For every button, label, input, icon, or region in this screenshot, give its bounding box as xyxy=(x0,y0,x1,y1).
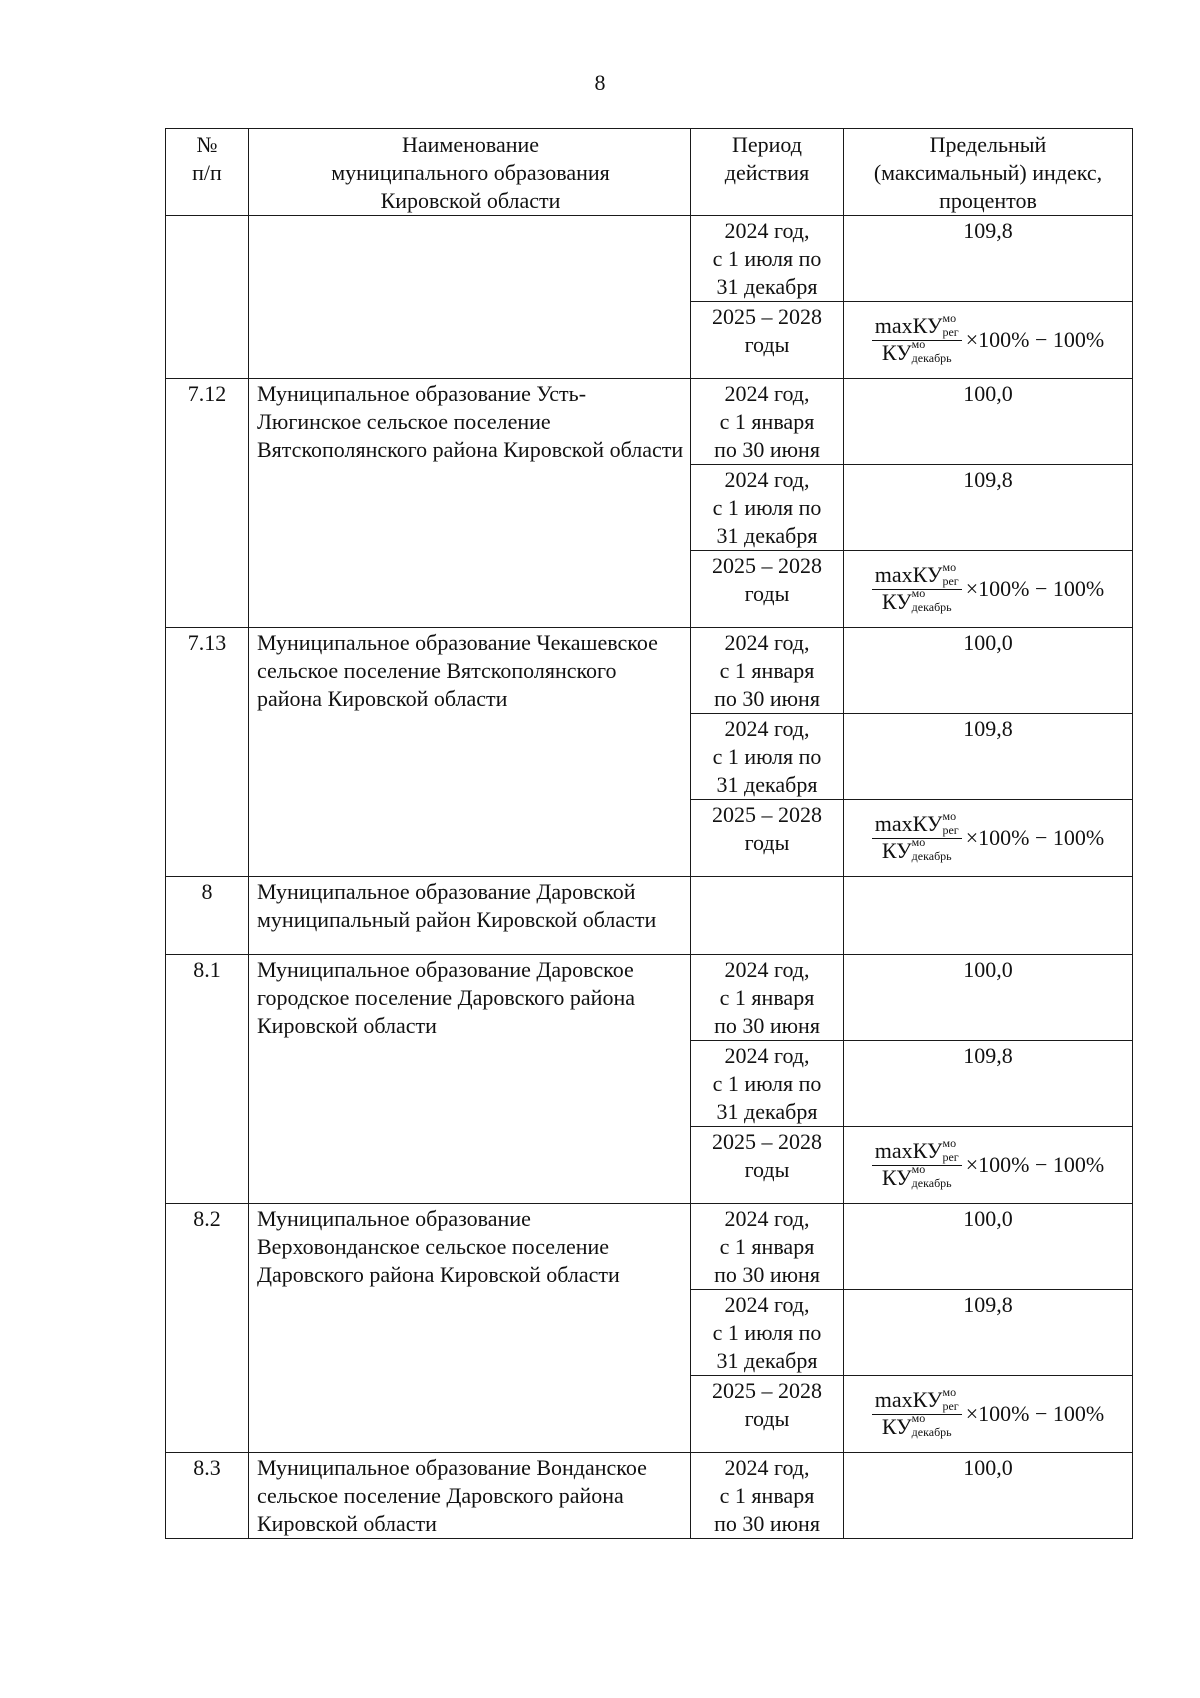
formula-num-main: maxКУ xyxy=(874,1386,943,1412)
formula-den-sup: мо xyxy=(911,1162,926,1177)
period-text: 2024 год, с 1 июля по 31 декабря xyxy=(712,1292,822,1373)
period-text: 2024 год, с 1 января по 30 июня xyxy=(714,1455,820,1536)
period-cell xyxy=(691,1041,844,1127)
formula-num-sub: рег xyxy=(942,1398,959,1413)
period-cell xyxy=(691,302,844,379)
formula-rest: ×100% − 100% xyxy=(965,825,1105,850)
index-cell xyxy=(844,1204,1133,1290)
index-value: 109,8 xyxy=(963,716,1013,741)
formula-num-sub: рег xyxy=(942,1149,959,1164)
row-number-text: 8.2 xyxy=(193,1206,221,1231)
header-num: № п/п xyxy=(166,129,249,216)
period-cell xyxy=(691,714,844,800)
period-cell xyxy=(691,465,844,551)
period-cell xyxy=(691,216,844,302)
table-row xyxy=(166,1204,1133,1290)
municipality-name-text: Муниципальное образование Усть-Люгинское сельское поселение Вятскополянского района Кировской области xyxy=(257,381,684,462)
formula-denominator xyxy=(879,835,955,865)
index-value xyxy=(844,877,1132,878)
municipality-name-text: Муниципальное образование Чекашевское сельское поселение Вятскополянского района Кировской области xyxy=(257,630,658,711)
municipality-name xyxy=(249,955,691,1204)
formula-den-main: КУ xyxy=(881,588,912,614)
formula-den-sup: мо xyxy=(911,337,926,352)
period-cell xyxy=(691,955,844,1041)
index-value: 100,0 xyxy=(963,630,1013,655)
formula-fraction xyxy=(872,1135,962,1192)
row-number-text: 8.1 xyxy=(193,957,221,982)
period-text: 2024 год, с 1 января по 30 июня xyxy=(714,1206,820,1287)
row-number-text: 8.3 xyxy=(193,1455,221,1480)
row-number xyxy=(166,628,249,877)
index-value: 100,0 xyxy=(963,957,1013,982)
formula-fraction xyxy=(872,1384,962,1441)
period-text: 2024 год, с 1 января по 30 июня xyxy=(714,381,820,462)
formula-num-sup: мо xyxy=(942,310,957,325)
index-formula xyxy=(844,302,1132,378)
row-number xyxy=(166,877,249,955)
index-cell xyxy=(844,1376,1133,1453)
row-number-text: 7.12 xyxy=(187,381,227,406)
municipality-name xyxy=(249,216,691,379)
index-cell xyxy=(844,877,1133,955)
formula-numerator xyxy=(872,808,962,839)
formula-denominator xyxy=(879,1162,955,1192)
period-text: 2024 год, с 1 июля по 31 декабря xyxy=(712,218,822,299)
period-text: 2024 год, с 1 июля по 31 декабря xyxy=(712,716,822,797)
formula-rest: ×100% − 100% xyxy=(965,1152,1105,1177)
index-formula xyxy=(844,1376,1132,1452)
formula-rest: ×100% − 100% xyxy=(965,1401,1105,1426)
formula-den-sub: декабрь xyxy=(911,351,952,366)
period-cell xyxy=(691,1127,844,1204)
index-cell xyxy=(844,379,1133,465)
row-number xyxy=(166,379,249,628)
index-value: 109,8 xyxy=(963,1292,1013,1317)
table-body xyxy=(166,216,1133,1539)
table-row xyxy=(166,379,1133,465)
row-number xyxy=(166,1453,249,1539)
index-cell xyxy=(844,1041,1133,1127)
table-row xyxy=(166,628,1133,714)
index-cell xyxy=(844,1290,1133,1376)
index-value: 100,0 xyxy=(963,1206,1013,1231)
formula-num-indices xyxy=(942,1384,959,1414)
municipality-name xyxy=(249,1453,691,1539)
index-formula xyxy=(844,551,1132,627)
formula-den-main: КУ xyxy=(881,339,912,365)
formula-denominator xyxy=(879,586,955,616)
formula-num-sup: мо xyxy=(942,1135,957,1150)
index-value: 109,8 xyxy=(963,467,1013,492)
period-text: 2024 год, с 1 января по 30 июня xyxy=(714,957,820,1038)
formula-numerator xyxy=(872,1135,962,1166)
table-row xyxy=(166,877,1133,955)
period-cell xyxy=(691,628,844,714)
row-number-text xyxy=(166,216,248,217)
index-formula xyxy=(844,800,1132,876)
formula-numerator xyxy=(872,310,962,341)
formula-num-main: maxКУ xyxy=(874,810,943,836)
row-number-text: 8 xyxy=(201,879,213,904)
formula-den-sup: мо xyxy=(911,835,926,850)
period-cell xyxy=(691,1376,844,1453)
formula-den-sub: декабрь xyxy=(911,1425,952,1440)
formula-den-sup: мо xyxy=(911,1411,926,1426)
period-text: 2025 – 2028 годы xyxy=(712,1129,822,1182)
municipality-name-text: Муниципальное образование Даровское городское поселение Даровского района Кировской области xyxy=(257,957,635,1038)
index-cell xyxy=(844,714,1133,800)
index-cell xyxy=(844,216,1133,302)
period-text: 2025 – 2028 годы xyxy=(712,802,822,855)
municipality-name xyxy=(249,1204,691,1453)
period-text: 2025 – 2028 годы xyxy=(712,1378,822,1431)
formula-den-sub: декабрь xyxy=(911,600,952,615)
header-index: Предельный (максимальный) индекс, процентов xyxy=(844,129,1133,216)
formula-num-sub: рег xyxy=(942,573,959,588)
row-number xyxy=(166,1204,249,1453)
table-row xyxy=(166,216,1133,302)
index-cell xyxy=(844,551,1133,628)
formula-den-sup: мо xyxy=(911,586,926,601)
formula-num-main: maxКУ xyxy=(874,312,943,338)
formula-num-sub: рег xyxy=(942,822,959,837)
formula-rest: ×100% − 100% xyxy=(965,576,1105,601)
municipality-name-text: Муниципальное образование Вонданское сельское поселение Даровского района Кировской области xyxy=(257,1455,647,1536)
formula-den-indices xyxy=(911,1411,952,1440)
formula-denominator xyxy=(879,1411,955,1441)
period-text xyxy=(691,877,843,878)
index-cell xyxy=(844,955,1133,1041)
municipality-name xyxy=(249,628,691,877)
table-row xyxy=(166,1453,1133,1539)
formula-numerator xyxy=(872,559,962,590)
index-formula xyxy=(844,1127,1132,1203)
formula-num-sup: мо xyxy=(942,1384,957,1399)
formula-rest: ×100% − 100% xyxy=(965,327,1105,352)
municipality-name-text xyxy=(257,216,684,217)
formula-num-sup: мо xyxy=(942,808,957,823)
formula-den-main: КУ xyxy=(881,837,912,863)
formula-den-indices xyxy=(911,586,952,615)
municipality-name-text: Муниципальное образование Верховонданское сельское поселение Даровского района Кировской области xyxy=(257,1206,620,1287)
formula-den-indices xyxy=(911,1162,952,1191)
municipality-name xyxy=(249,379,691,628)
formula-den-indices xyxy=(911,835,952,864)
formula-denominator xyxy=(879,337,955,367)
page-number: 8 xyxy=(594,70,606,95)
formula-num-indices xyxy=(942,310,959,340)
period-cell xyxy=(691,1290,844,1376)
period-cell xyxy=(691,551,844,628)
formula-den-main: КУ xyxy=(881,1164,912,1190)
index-cell xyxy=(844,465,1133,551)
index-value: 109,8 xyxy=(963,218,1013,243)
formula-num-sub: рег xyxy=(942,324,959,339)
period-text: 2024 год, с 1 июля по 31 декабря xyxy=(712,1043,822,1124)
index-value: 109,8 xyxy=(963,1043,1013,1068)
formula-fraction xyxy=(872,808,962,865)
formula-num-indices xyxy=(942,559,959,589)
row-number xyxy=(166,955,249,1204)
period-text: 2025 – 2028 годы xyxy=(712,553,822,606)
table-header-row xyxy=(166,129,1133,216)
period-text: 2024 год, с 1 июля по 31 декабря xyxy=(712,467,822,548)
formula-den-main: КУ xyxy=(881,1413,912,1439)
period-cell xyxy=(691,800,844,877)
index-cell xyxy=(844,302,1133,379)
index-table xyxy=(165,128,1133,1539)
row-number xyxy=(166,216,249,379)
index-cell xyxy=(844,628,1133,714)
formula-den-sub: декабрь xyxy=(911,1176,952,1191)
formula-num-indices xyxy=(942,808,959,838)
header-name: Наименование муниципального образования Кировской области xyxy=(249,129,691,216)
period-cell xyxy=(691,877,844,955)
municipality-name-text: Муниципальное образование Даровской муниципальный район Кировской области xyxy=(257,879,657,932)
formula-numerator xyxy=(872,1384,962,1415)
formula-num-main: maxКУ xyxy=(874,1137,943,1163)
period-text: 2025 – 2028 годы xyxy=(712,304,822,357)
period-text: 2024 год, с 1 января по 30 июня xyxy=(714,630,820,711)
index-value: 100,0 xyxy=(963,381,1013,406)
period-cell xyxy=(691,379,844,465)
index-value: 100,0 xyxy=(963,1455,1013,1480)
index-cell xyxy=(844,1453,1133,1539)
municipality-name xyxy=(249,877,691,955)
row-number-text: 7.13 xyxy=(187,630,227,655)
formula-num-main: maxКУ xyxy=(874,561,943,587)
index-cell xyxy=(844,1127,1133,1204)
table-row xyxy=(166,955,1133,1041)
formula-den-sub: декабрь xyxy=(911,849,952,864)
index-cell xyxy=(844,800,1133,877)
formula-num-sup: мо xyxy=(942,559,957,574)
formula-den-indices xyxy=(911,337,952,366)
formula-num-indices xyxy=(942,1135,959,1165)
period-cell xyxy=(691,1204,844,1290)
period-cell xyxy=(691,1453,844,1539)
formula-fraction xyxy=(872,559,962,616)
header-period: Период действия xyxy=(691,129,844,216)
formula-fraction xyxy=(872,310,962,367)
